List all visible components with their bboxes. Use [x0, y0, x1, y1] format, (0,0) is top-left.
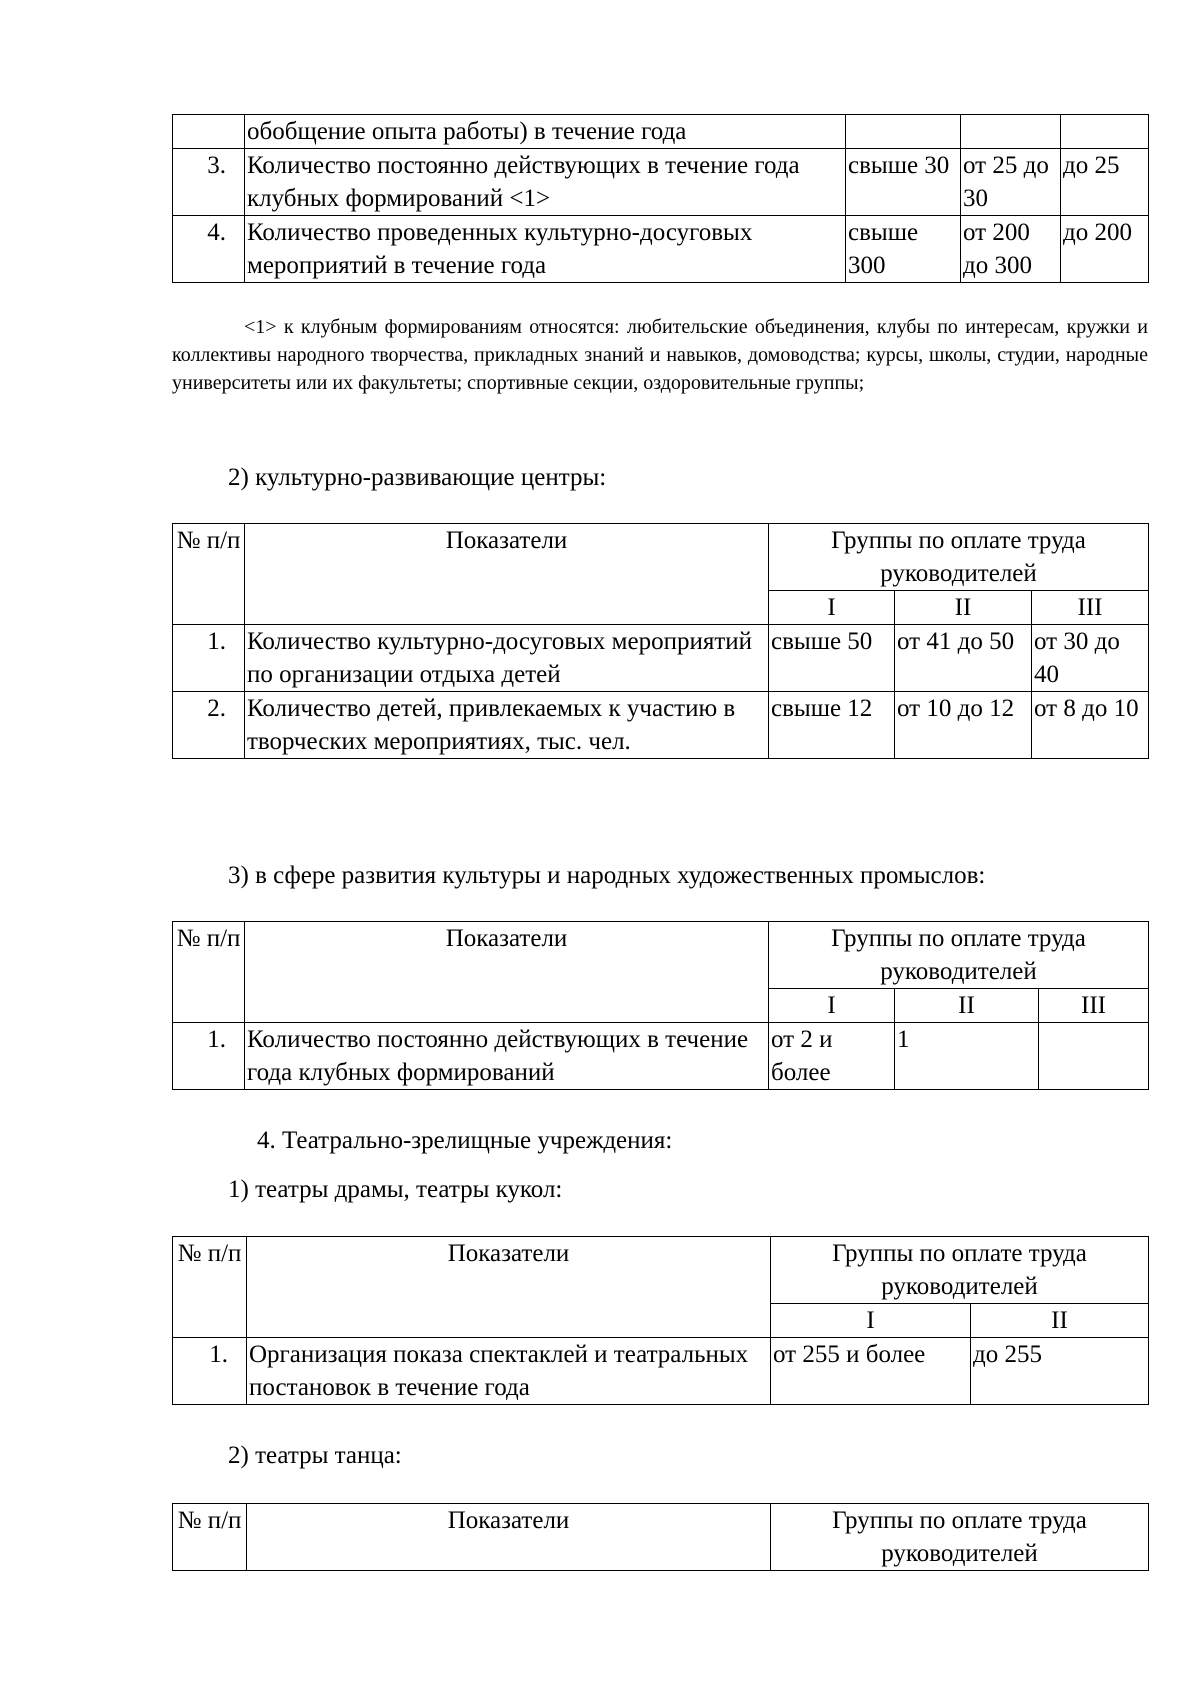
indicator-cell: Организация показа спектаклей и театральных постановок в течение года	[247, 1338, 771, 1405]
drama-theatres-table	[172, 1236, 1149, 1405]
table-row	[173, 625, 1149, 692]
group-2-cell: от 25 до 30	[961, 149, 1061, 216]
indicator-cell: Количество проведенных культурно-досуговых мероприятий в течение года	[245, 216, 846, 283]
cultural-centers-table	[172, 523, 1149, 759]
footnote: <1> к клубным формированиям относятся: любительские объединения, клубы по интересам, кружки и коллективы народного творчества, прикладных знаний и навыков, домоводства; курсы, школы, студии, народные университеты или их факультеты; спортивные секции, оздоровительные группы;	[172, 316, 1148, 394]
group-3-header: III	[1039, 989, 1149, 1023]
table-row	[173, 149, 1149, 216]
indicators-header: Показатели	[245, 922, 769, 1023]
table-row	[173, 1023, 1149, 1090]
heading-cultural-centers: 2) культурно-развивающие центры:	[228, 464, 607, 491]
heading-folk-crafts: 3) в сфере развития культуры и народных художественных промыслов:	[228, 862, 986, 889]
group-1-header: I	[771, 1304, 971, 1338]
indicators-header: Показатели	[247, 1504, 771, 1571]
group-2-header: II	[895, 591, 1032, 625]
groups-header: Группы по оплате труда руководителей	[769, 922, 1149, 989]
group-3-cell	[1061, 115, 1149, 149]
table-row	[173, 1338, 1149, 1405]
group-2-cell: от 200 до 300	[961, 216, 1061, 283]
group-1-cell: свыше 300	[846, 216, 961, 283]
folk-crafts-table	[172, 921, 1149, 1090]
group-1-header: I	[769, 989, 895, 1023]
indicator-cell: Количество детей, привлекаемых к участию в творческих мероприятиях, тыс. чел.	[245, 692, 769, 759]
indicator-cell: Количество постоянно действующих в течение года клубных формирований	[245, 1023, 769, 1090]
top-indicators-table	[172, 114, 1149, 283]
groups-header: Группы по оплате труда руководителей	[769, 524, 1149, 591]
number-header: № п/п	[173, 524, 245, 625]
heading-section-4: 4. Театрально-зрелищные учреждения:	[257, 1127, 673, 1154]
row-number: 1.	[173, 625, 245, 692]
group-2-cell: 1	[895, 1023, 1039, 1090]
group-1-cell	[846, 115, 961, 149]
table-header-row	[173, 1504, 1149, 1571]
group-1-cell: свыше 30	[846, 149, 961, 216]
indicator-cell: Количество постоянно действующих в течение года клубных формирований <1>	[245, 149, 846, 216]
row-number: 4.	[173, 216, 245, 283]
number-header: № п/п	[173, 1504, 247, 1571]
group-2-cell: от 10 до 12	[895, 692, 1032, 759]
group-3-cell	[1039, 1023, 1149, 1090]
group-2-header: II	[895, 989, 1039, 1023]
row-number: 3.	[173, 149, 245, 216]
group-3-header: III	[1032, 591, 1149, 625]
group-1-header: I	[769, 591, 895, 625]
row-number: 1.	[173, 1338, 247, 1405]
row-number: 1.	[173, 1023, 245, 1090]
number-header: № п/п	[173, 922, 245, 1023]
group-3-cell: от 30 до 40	[1032, 625, 1149, 692]
group-1-cell: от 255 и более	[771, 1338, 971, 1405]
groups-header: Группы по оплате труда руководителей	[771, 1237, 1149, 1304]
number-header: № п/п	[173, 1237, 247, 1338]
group-2-cell	[961, 115, 1061, 149]
table-header-row	[173, 524, 1149, 591]
table-row	[173, 216, 1149, 283]
indicator-cell: Количество культурно-досуговых мероприятий по организации отдыха детей	[245, 625, 769, 692]
groups-header: Группы по оплате труда руководителей	[771, 1504, 1149, 1571]
group-1-cell: свыше 50	[769, 625, 895, 692]
table-row	[173, 115, 1149, 149]
group-2-header: II	[971, 1304, 1149, 1338]
heading-drama-theatres: 1) театры драмы, театры кукол:	[228, 1176, 563, 1203]
indicators-header: Показатели	[245, 524, 769, 625]
group-3-cell: до 25	[1061, 149, 1149, 216]
group-3-cell: до 200	[1061, 216, 1149, 283]
table-header-row	[173, 1237, 1149, 1304]
indicator-cell: обобщение опыта работы) в течение года	[245, 115, 846, 149]
table-header-row	[173, 922, 1149, 989]
group-2-cell: до 255	[971, 1338, 1149, 1405]
group-1-cell: от 2 и более	[769, 1023, 895, 1090]
group-2-cell: от 41 до 50	[895, 625, 1032, 692]
row-number: 2.	[173, 692, 245, 759]
dance-theatres-table	[172, 1503, 1149, 1571]
indicators-header: Показатели	[247, 1237, 771, 1338]
group-3-cell: от 8 до 10	[1032, 692, 1149, 759]
table-row	[173, 692, 1149, 759]
group-1-cell: свыше 12	[769, 692, 895, 759]
heading-dance-theatres: 2) театры танца:	[228, 1442, 402, 1469]
row-number	[173, 115, 245, 149]
